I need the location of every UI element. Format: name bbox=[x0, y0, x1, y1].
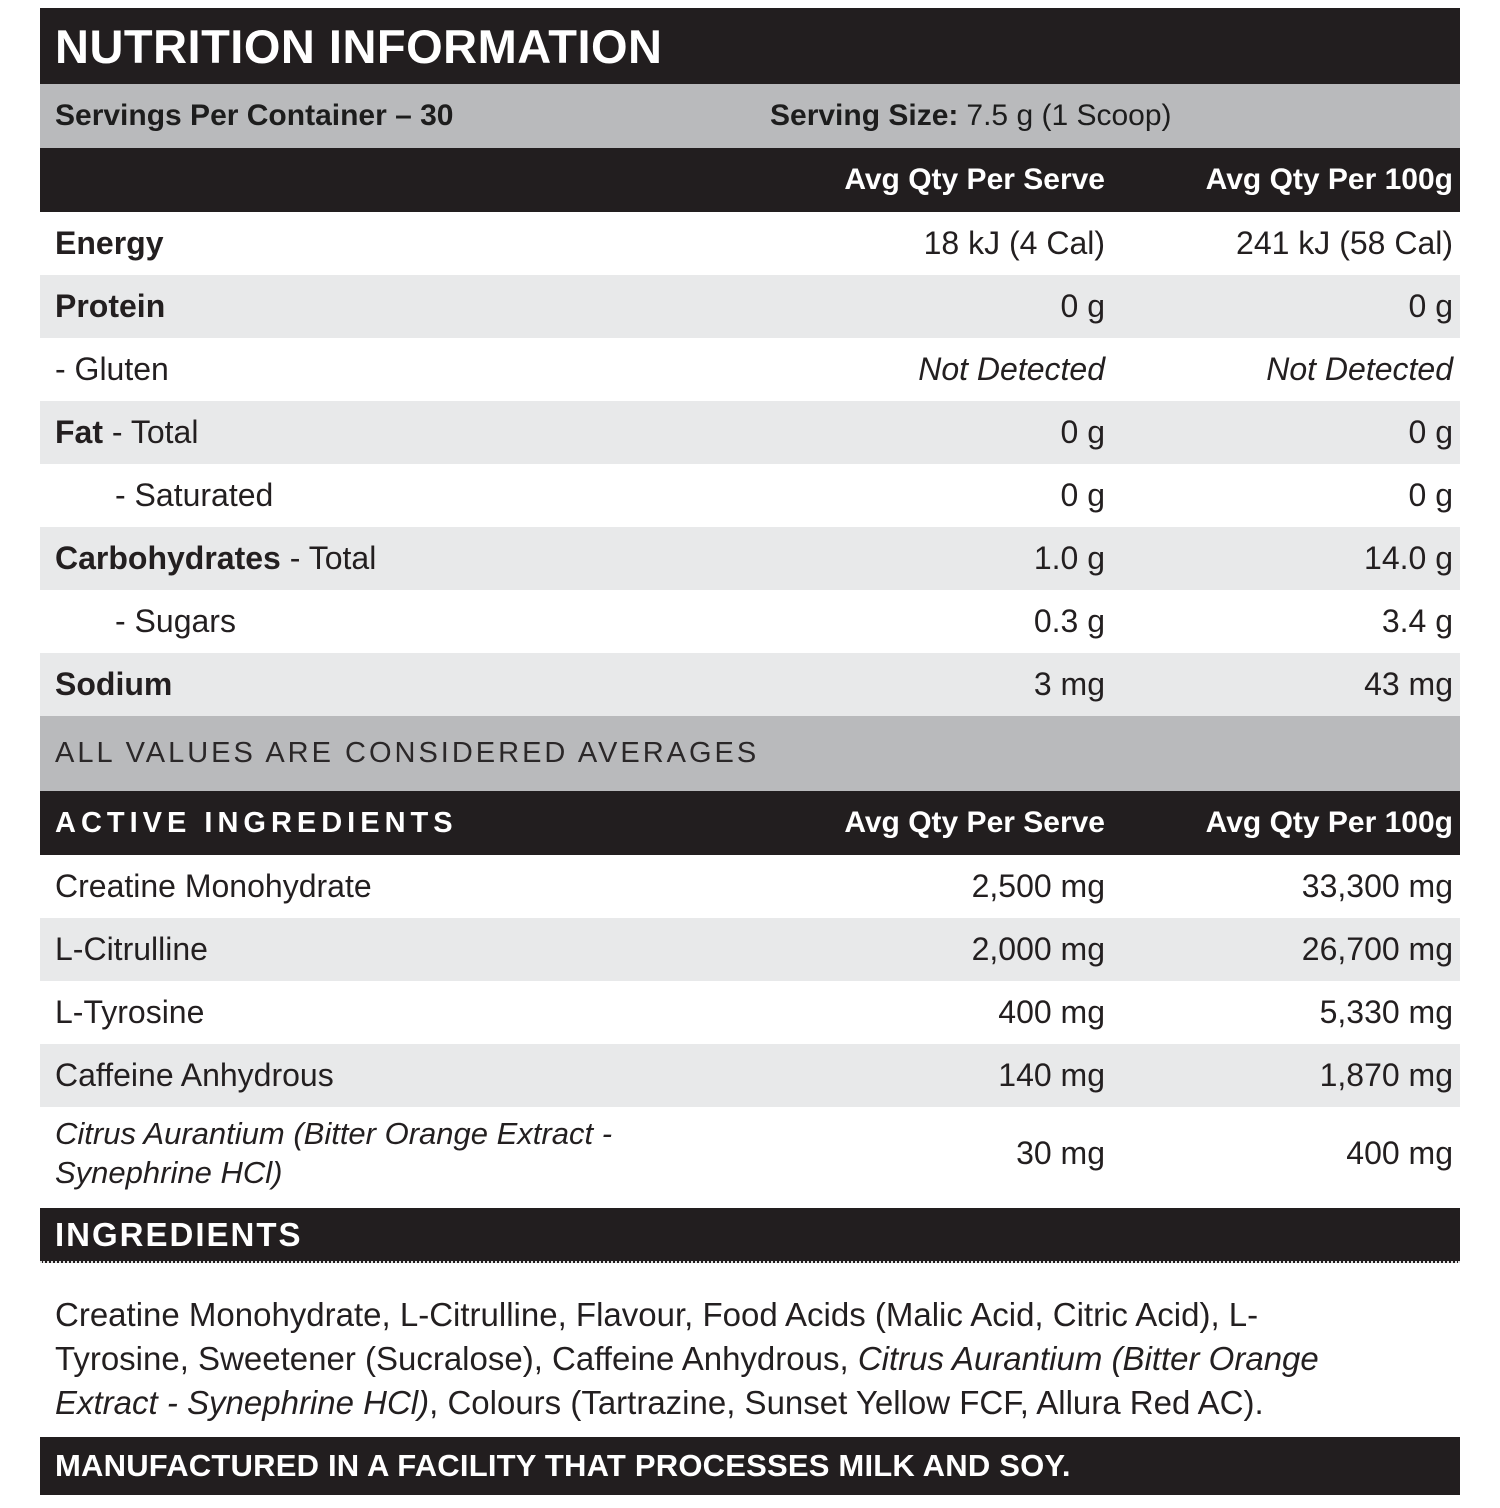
value-per-100g: 400 mg bbox=[1346, 1135, 1453, 1171]
column-header-bar bbox=[40, 148, 1460, 212]
value-per-serve: 0 g bbox=[1060, 414, 1105, 450]
serving-size bbox=[770, 99, 1460, 133]
value-per-serve: 0 g bbox=[1060, 477, 1105, 513]
table-row-energy bbox=[40, 212, 1460, 275]
table-row-saturated bbox=[40, 464, 1460, 527]
value-per-100g: 0 g bbox=[1408, 477, 1453, 513]
ingredients-paragraph bbox=[40, 1293, 1460, 1425]
value-per-serve: 400 mg bbox=[998, 994, 1105, 1030]
value-per-serve: 0.3 g bbox=[1033, 603, 1105, 639]
value-per-serve: Not Detected bbox=[918, 351, 1105, 387]
active-row-caffeine bbox=[40, 1044, 1460, 1107]
value-per-100g: 0 g bbox=[1408, 414, 1453, 450]
averages-note: ALL VALUES ARE CONSIDERED AVERAGES bbox=[40, 716, 1460, 791]
ingredients-text-italic-part: Citrus Aurantium (Bitter Orange Extract - Synephrine HCl) bbox=[55, 1340, 1319, 1421]
row-label: - Saturated bbox=[115, 477, 274, 513]
active-row-tyrosine bbox=[40, 981, 1460, 1044]
value-per-serve: 2,500 mg bbox=[971, 868, 1105, 904]
value-per-100g: 33,300 mg bbox=[1301, 868, 1453, 904]
nutrition-label bbox=[40, 8, 1460, 1495]
row-label: - Sugars bbox=[115, 603, 236, 639]
value-per-serve: 0 g bbox=[1060, 288, 1105, 324]
ingredient-name: Caffeine Anhydrous bbox=[55, 1057, 334, 1093]
value-per-serve: 30 mg bbox=[1016, 1135, 1105, 1171]
value-per-serve: 1.0 g bbox=[1033, 540, 1105, 576]
row-label: Protein bbox=[55, 288, 166, 324]
active-row-citrus-aurantium bbox=[40, 1107, 1460, 1200]
value-per-serve: 2,000 mg bbox=[971, 931, 1105, 967]
active-ingredients-header-bar bbox=[40, 791, 1460, 855]
active-column-per-serve: Avg Qty Per Serve bbox=[844, 806, 1105, 839]
value-per-serve: 18 kJ (4 Cal) bbox=[923, 225, 1105, 261]
active-row-citrulline bbox=[40, 918, 1460, 981]
serving-size-value: 7.5 g (1 Scoop) bbox=[966, 99, 1172, 132]
row-label: Sodium bbox=[55, 666, 173, 702]
ingredient-name: L-Tyrosine bbox=[55, 994, 205, 1030]
value-per-100g: 5,330 mg bbox=[1319, 994, 1453, 1030]
table-row-fat-total bbox=[40, 401, 1460, 464]
row-label: Fat - Total bbox=[55, 414, 199, 450]
title-bar bbox=[40, 8, 1460, 84]
row-label: Carbohydrates - Total bbox=[55, 540, 377, 576]
value-per-100g: 1,870 mg bbox=[1319, 1057, 1453, 1093]
value-per-100g: Not Detected bbox=[1266, 351, 1453, 387]
value-per-100g: 14.0 g bbox=[1364, 540, 1453, 576]
value-per-100g: 241 kJ (58 Cal) bbox=[1236, 225, 1453, 261]
column-header-per-serve: Avg Qty Per Serve bbox=[844, 163, 1105, 196]
servings-bar bbox=[40, 84, 1460, 148]
table-row-carbohydrates bbox=[40, 527, 1460, 590]
page-title: NUTRITION INFORMATION bbox=[55, 19, 663, 73]
value-per-100g: 0 g bbox=[1408, 288, 1453, 324]
value-per-100g: 43 mg bbox=[1364, 666, 1453, 702]
ingredients-title: INGREDIENTS bbox=[55, 1215, 303, 1253]
value-per-serve: 3 mg bbox=[1033, 666, 1105, 702]
value-per-100g: 3.4 g bbox=[1381, 603, 1453, 639]
servings-per-container: Servings Per Container – 30 bbox=[55, 99, 454, 132]
column-header-per-100g: Avg Qty Per 100g bbox=[1205, 163, 1453, 196]
serving-size-label: Serving Size: bbox=[770, 99, 959, 132]
table-row-protein bbox=[40, 275, 1460, 338]
ingredients-text-part: Creatine Monohydrate, L-Citrulline, Flavour, Food Acids (Malic Acid, Citric Acid), L-Tyrosine, Sweetener (Sucralose), Caffeine Anhydrous, bbox=[55, 1296, 1259, 1377]
row-label: Energy bbox=[55, 225, 164, 261]
allergen-statement: MANUFACTURED IN A FACILITY THAT PROCESSES MILK AND SOY. bbox=[40, 1437, 1460, 1495]
ingredient-name: L-Citrulline bbox=[55, 931, 208, 967]
value-per-serve: 140 mg bbox=[998, 1057, 1105, 1093]
value-per-100g: 26,700 mg bbox=[1301, 931, 1453, 967]
ingredient-name: Creatine Monohydrate bbox=[55, 868, 372, 904]
ingredients-text-part: , Colours (Tartrazine, Sunset Yellow FCF, Allura Red AC). bbox=[429, 1384, 1264, 1421]
table-row-gluten bbox=[40, 338, 1460, 401]
row-label: - Gluten bbox=[55, 351, 169, 387]
active-row-creatine bbox=[40, 855, 1460, 918]
active-ingredients-title: ACTIVE INGREDIENTS bbox=[55, 806, 458, 839]
ingredients-header-bar bbox=[40, 1208, 1460, 1263]
active-column-per-100g: Avg Qty Per 100g bbox=[1205, 806, 1453, 839]
table-row-sodium bbox=[40, 653, 1460, 716]
table-row-sugars bbox=[40, 590, 1460, 653]
ingredient-name: Citrus Aurantium (Bitter Orange Extract - Synephrine HCl) bbox=[55, 1115, 613, 1190]
